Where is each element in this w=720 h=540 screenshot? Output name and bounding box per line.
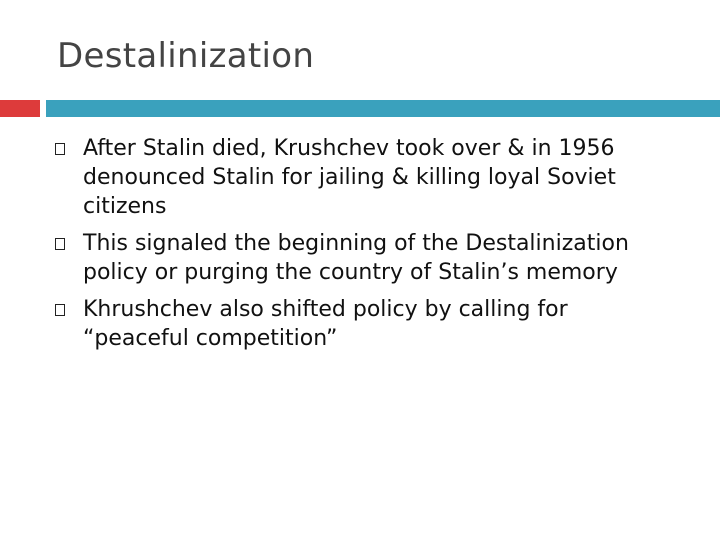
bullet-text: This signaled the beginning of the Destalinization policy or purging the country of Stalin’s memory xyxy=(83,231,629,285)
bullet-text: After Stalin died, Krushchev took over & in 1956 denounced Stalin for jailing & killing loyal Soviet citizens xyxy=(83,136,616,219)
hollow-square-bullet-icon xyxy=(55,143,65,155)
accent-bar-left xyxy=(0,100,40,117)
hollow-square-bullet-icon xyxy=(55,238,65,250)
bullet-item xyxy=(55,134,673,221)
bullet-item xyxy=(55,229,673,287)
bullet-item xyxy=(55,295,673,353)
hollow-square-bullet-icon xyxy=(55,304,65,316)
slide-title: Destalinization xyxy=(57,36,315,76)
accent-bar-main xyxy=(46,100,720,117)
bullet-list xyxy=(55,134,675,361)
bullet-text: Khrushchev also shifted policy by calling for “peaceful competition” xyxy=(83,297,568,351)
